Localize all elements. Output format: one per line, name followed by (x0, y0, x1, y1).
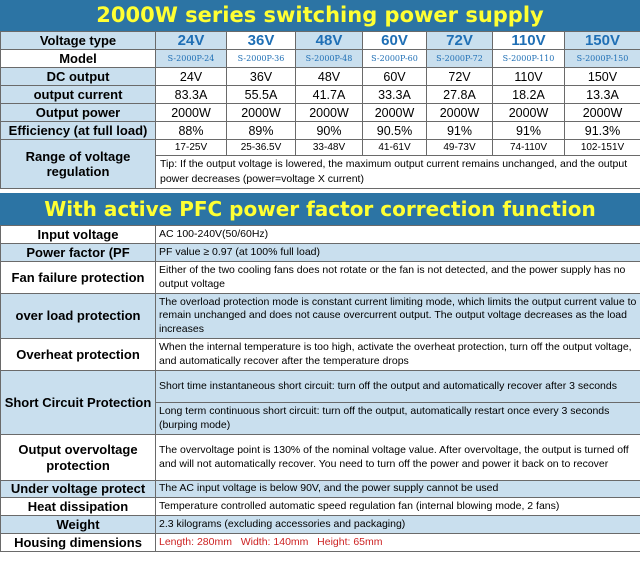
page-title: 2000W series switching power supply (0, 0, 640, 31)
overheat-row (1, 339, 640, 371)
efficiency-cell: 91% (493, 122, 565, 140)
current-cell: 13.3A (565, 86, 640, 104)
ovp-row (1, 435, 640, 481)
current-cell: 27.8A (427, 86, 493, 104)
model-cell: S-2000P-24 (156, 50, 227, 68)
model-cell: S-2000P-48 (296, 50, 363, 68)
dc-output-cell: 150V (565, 68, 640, 86)
overload-label: over load protection (1, 294, 156, 339)
fan-value: Either of the two cooling fans does not rotate or the fan is not detected, and the power supply has no output voltage (156, 262, 640, 294)
pfc-table (0, 225, 640, 552)
power-cell: 2000W (296, 104, 363, 122)
current-cell: 55.5A (227, 86, 296, 104)
efficiency-label: Efficiency (at full load) (1, 122, 156, 140)
short-circuit-value-2: Long term continuous short circuit: turn off the output, automatically restart once every 3 seconds (burping mode) (156, 403, 640, 435)
pfc-title: With active PFC power factor correction function (0, 193, 640, 225)
voltage-type-label: Voltage type (1, 32, 156, 50)
current-cell: 83.3A (156, 86, 227, 104)
efficiency-cell: 88% (156, 122, 227, 140)
ovp-label: Output overvoltage protection (1, 435, 156, 481)
dims-row (1, 534, 640, 552)
voltage-cell: 48V (296, 32, 363, 50)
tip-note: Tip: If the output voltage is lowered, the maximum output current remains unchanged, and the output power decreases (power=voltage X current) (156, 156, 640, 189)
heat-label: Heat dissipation (1, 498, 156, 516)
dc-output-cell: 110V (493, 68, 565, 86)
efficiency-cell: 91% (427, 122, 493, 140)
dc-output-row (1, 68, 640, 86)
current-cell: 18.2A (493, 86, 565, 104)
range-cell: 17-25V (156, 140, 227, 156)
model-cell: S-2000P-60 (363, 50, 427, 68)
voltage-cell: 60V (363, 32, 427, 50)
current-cell: 33.3A (363, 86, 427, 104)
current-row (1, 86, 640, 104)
uvp-label: Under voltage protect (1, 481, 156, 498)
range-cell: 33-48V (296, 140, 363, 156)
voltage-cell: 110V (493, 32, 565, 50)
short-circuit-value-1: Short time instantaneous short circuit: turn off the output and automatically recover after 3 seconds (156, 371, 640, 403)
power-cell: 2000W (493, 104, 565, 122)
model-cell: S-2000P-72 (427, 50, 493, 68)
power-factor-row (1, 244, 640, 262)
range-cell: 41-61V (363, 140, 427, 156)
input-voltage-row (1, 226, 640, 244)
input-voltage-value: AC 100-240V(50/60Hz) (156, 226, 640, 244)
model-cell: S-2000P-36 (227, 50, 296, 68)
overload-row (1, 294, 640, 339)
voltage-cell: 150V (565, 32, 640, 50)
short-circuit-label: Short Circuit Protection (1, 371, 156, 435)
model-label: Model (1, 50, 156, 68)
voltage-type-row (1, 32, 640, 50)
short-circuit-row (1, 371, 640, 403)
fan-label: Fan failure protection (1, 262, 156, 294)
power-factor-label: Power factor (PF (1, 244, 156, 262)
power-label: Output power (1, 104, 156, 122)
dims-label: Housing dimensions (1, 534, 156, 552)
efficiency-cell: 91.3% (565, 122, 640, 140)
specs-table (0, 31, 640, 189)
power-cell: 2000W (565, 104, 640, 122)
overheat-value: When the internal temperature is too high, activate the overheat protection, turn off the output voltage, and automatically recover after the temperature drops (156, 339, 640, 371)
power-row (1, 104, 640, 122)
range-cell: 49-73V (427, 140, 493, 156)
dc-output-cell: 36V (227, 68, 296, 86)
dc-output-label: DC output (1, 68, 156, 86)
efficiency-cell: 90% (296, 122, 363, 140)
dc-output-cell: 60V (363, 68, 427, 86)
dims-value: Length: 280mm Width: 140mm Height: 65mm (156, 534, 640, 552)
voltage-cell: 36V (227, 32, 296, 50)
ovp-value: The overvoltage point is 130% of the nominal voltage value. After overvoltage, the output is turned off and will not automatically recover. You need to turn off the power and power it back on to recover (156, 435, 640, 481)
heat-value: Temperature controlled automatic speed regulation fan (internal blowing mode, 2 fans) (156, 498, 640, 516)
power-cell: 2000W (156, 104, 227, 122)
current-cell: 41.7A (296, 86, 363, 104)
uvp-row (1, 481, 640, 498)
voltage-cell: 24V (156, 32, 227, 50)
overheat-label: Overheat protection (1, 339, 156, 371)
uvp-value: The AC input voltage is below 90V, and the power supply cannot be used (156, 481, 640, 498)
input-voltage-label: Input voltage (1, 226, 156, 244)
weight-label: Weight (1, 516, 156, 534)
dc-output-cell: 48V (296, 68, 363, 86)
range-cell: 25-36.5V (227, 140, 296, 156)
efficiency-row (1, 122, 640, 140)
range-cell: 74-110V (493, 140, 565, 156)
power-factor-value: PF value ≥ 0.97 (at 100% full load) (156, 244, 640, 262)
overload-value: The overload protection mode is constant current limiting mode, which limits the output current value to remain unchanged and does not cause overcurrent output. The output voltage decreases as the load increases (156, 294, 640, 339)
dc-output-cell: 24V (156, 68, 227, 86)
power-cell: 2000W (427, 104, 493, 122)
power-cell: 2000W (227, 104, 296, 122)
range-label: Range of voltage regulation (1, 140, 156, 189)
efficiency-cell: 89% (227, 122, 296, 140)
range-cell: 102-151V (565, 140, 640, 156)
voltage-cell: 72V (427, 32, 493, 50)
model-cell: S-2000P-150 (565, 50, 640, 68)
dc-output-cell: 72V (427, 68, 493, 86)
fan-row (1, 262, 640, 294)
heat-row (1, 498, 640, 516)
current-label: output current (1, 86, 156, 104)
range-row (1, 140, 640, 156)
model-cell: S-2000P-110 (493, 50, 565, 68)
weight-value: 2.3 kilograms (excluding accessories and packaging) (156, 516, 640, 534)
power-cell: 2000W (363, 104, 427, 122)
efficiency-cell: 90.5% (363, 122, 427, 140)
model-row (1, 50, 640, 68)
weight-row (1, 516, 640, 534)
